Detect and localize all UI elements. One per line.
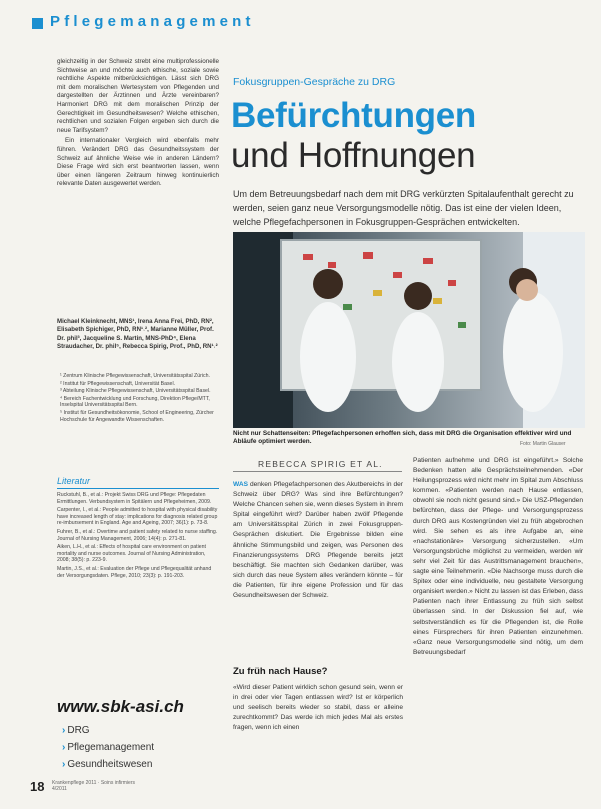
author-list: Michael Kleinknecht, MNS¹, Irena Anna Frei, PhD, RN², Elisabeth Spichiger, PhD, RN¹˒², Marianne Müller, Prof. Dr. phil³, Jacqueline S. Martin, MNS-PhD⁴, Elena Straudacher, Dr. phil⁵, Rebecca Spirig, Prof., PhD, RN¹˒² bbox=[57, 318, 218, 350]
article-body-middle: «Wird dieser Patient wirklich schon gesund sein, wenn er in drei oder vier Tagen entlassen wird? Ist er körperlich und seelisch bereits wieder so stabil, dass er alleine zurechtkommt? Das werde ich mich jedes Mal als erstes fragen, wenn ich einen bbox=[233, 684, 403, 732]
reference-item: Fuhrer, B., et al.: Overtime and patient safety related to nurse staffing. Journal of Nursing Management, 2006; 14(4): p. 271-81. bbox=[57, 528, 218, 542]
affiliation-item: ³ Abteilung Klinische Pflegewissenschaft, Universitätsspital Basel. bbox=[60, 388, 211, 395]
literature-heading: Literatur bbox=[57, 476, 91, 486]
affiliation-item: ⁵ Institut für Gesundheitsökonomie, School of Engineering, Zürcher Hochschule für Angewandte Wissenschaften. bbox=[60, 409, 214, 423]
left-paragraph: Ein internationaler Vergleich wird ebenfalls mehr führen. Verändert DRG das Gesundheitssystem der Schweiz auf ähnliche Weise wie in anderen Ländern? Diese Frage wird sich erst beantworten lassen, wenn über einen längeren Zeitraum hinweg kontinuierlich relevante Daten ausgewertet werden. bbox=[57, 137, 219, 188]
article-body-right bbox=[413, 456, 583, 658]
reference-item: Martin, J.S., et al.: Evaluation der Pflege und Pflegequalität anhand der Versorgungsdaten. Pflege, 2010; 23(3): p. 191-203. bbox=[57, 565, 212, 579]
topic-link-label: Gesundheitswesen bbox=[67, 759, 153, 770]
reference-item: Ruckstuhl, B., et al.: Projekt Swiss DRG und Pflege: Pflegedaten Ermittlungen. Verbundsystem in Spitälern und Pflegeheimen, 2009. bbox=[57, 492, 212, 505]
photo-credit: Foto: Martin Glauser bbox=[520, 441, 566, 447]
literature-divider bbox=[57, 488, 219, 489]
affiliation-item: ⁴ Bereich Fachentwicklung und Forschung, Direktion Pflege/MTT, Inselspital Universitätsspital Bern. bbox=[60, 395, 210, 409]
topic-link-list bbox=[62, 722, 154, 773]
topic-link[interactable] bbox=[62, 739, 154, 756]
left-column-text bbox=[57, 58, 219, 191]
intro-paragraph bbox=[233, 480, 403, 601]
section-title: Pflegemanagement bbox=[50, 13, 255, 30]
chevron-right-icon: › bbox=[62, 725, 66, 736]
page-number: 18 bbox=[30, 779, 45, 794]
affiliation-item: ¹ Zentrum Klinische Pflegewissenschaft, Universitätsspital Zürich. bbox=[60, 373, 210, 379]
publication-source: Krankenpflege 2011 · Soins infirmiers 4/2011 bbox=[52, 780, 136, 792]
website-link[interactable]: www.sbk-asi.ch bbox=[57, 697, 184, 716]
article-intro bbox=[233, 480, 403, 601]
byline-divider bbox=[233, 471, 402, 472]
topic-link[interactable] bbox=[62, 756, 154, 773]
article-kicker: Fokusgruppen-Gespräche zu DRG bbox=[233, 76, 396, 88]
reference-list bbox=[57, 492, 219, 581]
affiliations bbox=[57, 373, 219, 424]
intro-text: denken Pflegefachpersonen des Akutbereichs in der Schweiz über DRG? Was sind ihre Befürchtungen? Welche Chancen sehen sie, wenn dieses System in ihrem Spital eingeführt wird? Darüber haben zwölf Pflegende am Universitätsspital Zürich in zwei Fokusgruppen-Gesprächen diskutiert. Die Ergebnisse bilden eine ähnliche Stimmungsbild und zeigen, was Personen des Finanzierungssystems DRG Pflegende bereits jetzt beschäftigt. Sie machten sich Gedanken darüber, was sich durch das neue System alles verändern könnte – für die Patienten, für ihre eigene Profession und für das Gesundheitswesen der Schweiz. bbox=[233, 481, 403, 600]
article-title-line1: Befürchtungen bbox=[231, 96, 476, 135]
photo-caption: Nicht nur Schattenseiten: Pflegefachpersonen erhoffen sich, dass mit DRG die Organisation effektiver wird und Abläufe optimiert werden. bbox=[233, 430, 572, 445]
topic-link-label: Pflegemanagement bbox=[67, 742, 155, 753]
topic-link-label: DRG bbox=[67, 725, 90, 736]
article-photo bbox=[233, 232, 585, 428]
affiliation-item: ² Institut für Pflegewissenschaft, Universität Basel. bbox=[60, 380, 176, 387]
reference-item: Aiken, L.H., et al.: Effects of hospital care environment on patient mortality and nurse outcomes. Journal of Nursing Administration, 2008; 38(5): p. 223-9. bbox=[57, 544, 206, 564]
reference-item: Carpenter, I., et al.: People admitted to hospital with physical disability have increased length of stay: implications for diagnosis related group re-imbursement in England. Age and Ageing, 2007; 36(1): p. 73-8. bbox=[57, 507, 218, 527]
right-paragraph: Patienten aufnehme und DRG ist eingeführt.» Solche Bedenken hatten alle Gesprächsteilnehmenden. «Der Heilungsprozess wird nicht mehr im Spital zum Abschluss kommen. «Patienten werden nach Hause entlassen, obwohl sie noch nicht gesund sind.» Die USZ-Pflegenden befürchten, dass der Pflege- und Versorgungsprozess durch DRG aus Kostengründen viel zu früh abgebrochen wird. Sie sehen es als ihre Aufgabe an, eine «nachstationäre» Versorgung sicherzustellen. «Um Versorgungsbrüche möglichst zu vermeiden, werden wir sehr viel Zeit für das Austrittsmanagement brauchen», sagte eine Teilnehmerin. «Die Nachsorge muss durch die Spitex oder eine individuelle, neu gestaltete Versorgung organisiert werden.» Nicht zu lassen ist das Erleben, dass Patienten nach ihrer Entlassung zu früh sich selbst überlassen sind. In der Diskussion fiel auf, wie selbstverständlich es für die Pflegenden ist, die Rolle eines Fürsprechers für ihren Patienten einzunehmen. «Ganz neue Versorgungsmodelle sind nötig, um dem Betreuungsbedarf bbox=[413, 457, 583, 656]
chevron-right-icon: › bbox=[62, 759, 66, 770]
topic-link[interactable] bbox=[62, 722, 154, 739]
nurses-photo-illustration bbox=[233, 232, 585, 428]
section-marker bbox=[32, 18, 43, 29]
article-lead: Um dem Betreuungsbedarf nach dem mit DRG verkürzten Spitalaufenthalt gerecht zu werden, seien ganz neue Versorgungsmodelle nötig. Das ist eine der vielen Ideen, welche Pflegefachpersonen in Fokusgruppen-Gesprächen entwickelten. bbox=[233, 189, 574, 227]
intro-lead-word: WAS bbox=[233, 481, 249, 488]
article-subheading: Zu früh nach Hause? bbox=[233, 666, 328, 677]
article-byline: REBECCA SPIRIG ET AL. bbox=[258, 459, 383, 469]
article-title-line2: und Hoffnungen bbox=[231, 136, 476, 175]
left-paragraph: gleichzeitig in der Schweiz strebt eine multiprofessionelle Sichtweise an und möchte auch ethische, soziale sowie rechtliche Aspekte mitberücksichtigen. Lässt sich DRG mit dem moralischen Wertesystem von Pflegenden und dargestellten der Ärztinnen und Ärzte vereinbaren? Harmoniert DRG mit dem moralischen Prinzip der Gerechtigkeit im Gesundheitswesen? Welche ethischen, rechtlichen und sozialen Folgen ergeben sich durch die neue Tarifsystem? bbox=[57, 58, 219, 134]
chevron-right-icon: › bbox=[62, 742, 66, 753]
